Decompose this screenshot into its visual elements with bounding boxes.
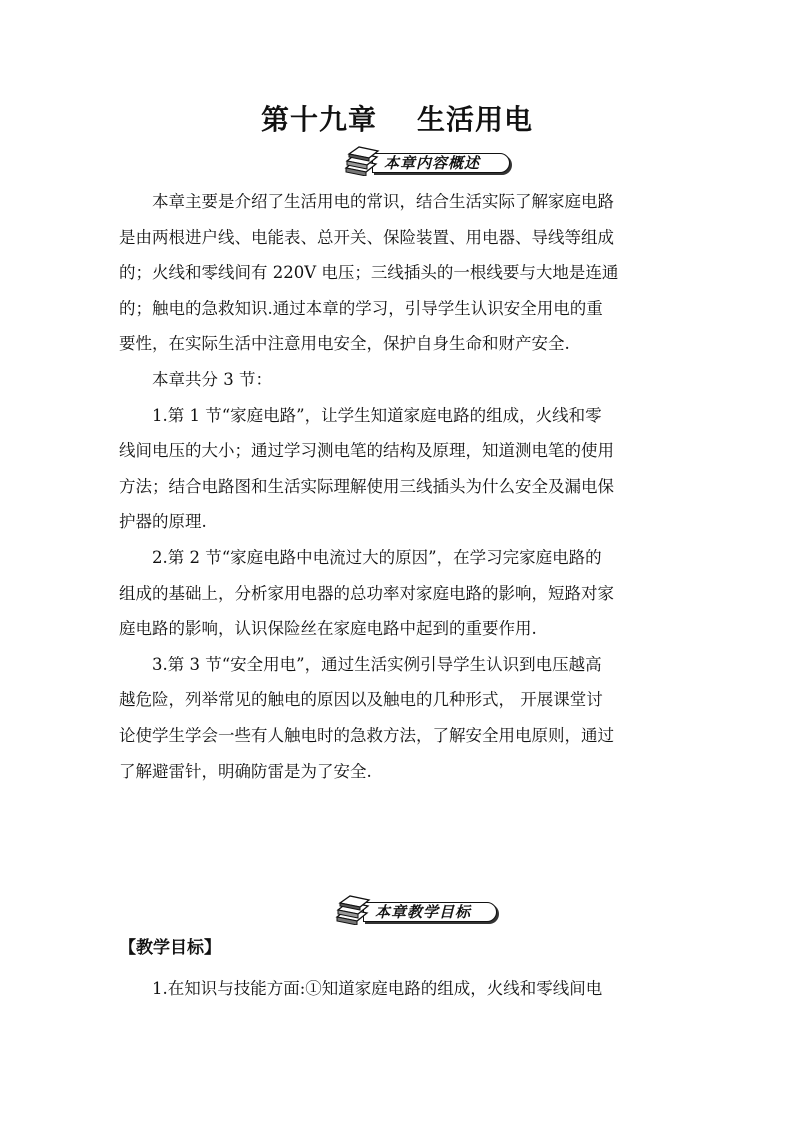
section-2-paragraph [119,540,679,647]
text-line: 本章主要是介绍了生活用电的常识，结合生活实际了解家庭电路 [152,192,614,211]
text-line: 线间电压的大小；通过学习测电笔的结构及原理，知道测电笔的使用 [119,441,614,461]
text-line: 1.第 1 节“家庭电路”，让学生知道家庭电路的组成，火线和零 [152,405,602,425]
text-line: 3.第 3 节“安全用电”，通过生活实例引导学生认识到电压越高 [152,654,602,674]
text-line: 方法；结合电路图和生活实际理解使用三线插头为什么安全及漏电保 [119,476,614,496]
text-line: 护器的原理. [119,512,207,532]
text-line: 要性，在实际生活中注意用电安全，保护自身生命和财产安全. [119,334,570,354]
goals-section [119,971,679,1007]
sections-intro: 本章共分 3 节： [152,369,272,389]
books-icon [342,146,382,176]
goal-1-paragraph [119,971,679,1007]
text-line: 庭电路的影响，认识保险丝在家庭电路中起到的重要作用. [119,619,537,639]
badge-label: 本章教学目标 [375,903,472,921]
overview-section [119,184,679,789]
overview-paragraph [119,184,679,362]
books-icon [333,895,373,925]
text-line: 论使学生学会一些有人触电时的急救方法，了解安全用电原则，通过 [119,725,614,745]
text-line: 越危险，列举常见的触电的原因以及触电的几种形式， 开展课堂讨 [119,690,603,710]
section-3-paragraph [119,647,679,789]
badge-label: 本章内容概述 [384,154,481,172]
teaching-goals-badge [333,895,497,925]
text-line: 是由两根进户线、电能表、总开关、保险装置、用电器、导线等组成 [119,227,614,247]
text-line: 的；火线和零线间有 220V 电压；三线插头的一根线要与大地是连通 [119,263,619,283]
text-line: 组成的基础上，分析家用电器的总功率对家庭电路的影响，短路对家 [119,583,614,603]
chapter-title [0,98,794,138]
text-line: 的；触电的急救知识.通过本章的学习，引导学生认识安全用电的重 [119,298,603,318]
section-1-paragraph [119,398,679,540]
text-line: 1.在知识与技能方面:①知道家庭电路的组成，火线和零线间电 [152,979,603,998]
goals-heading: 【教学目标】 [119,938,221,958]
chapter-name: 生活用电 [417,103,534,136]
chapter-number: 第十九章 [260,103,377,136]
text-line: 2.第 2 节“家庭电路中电流过大的原因”，在学习完家庭电路的 [152,547,602,567]
text-line: 了解避雷针，明确防雷是为了安全. [119,761,372,781]
chapter-overview-badge [342,146,510,176]
